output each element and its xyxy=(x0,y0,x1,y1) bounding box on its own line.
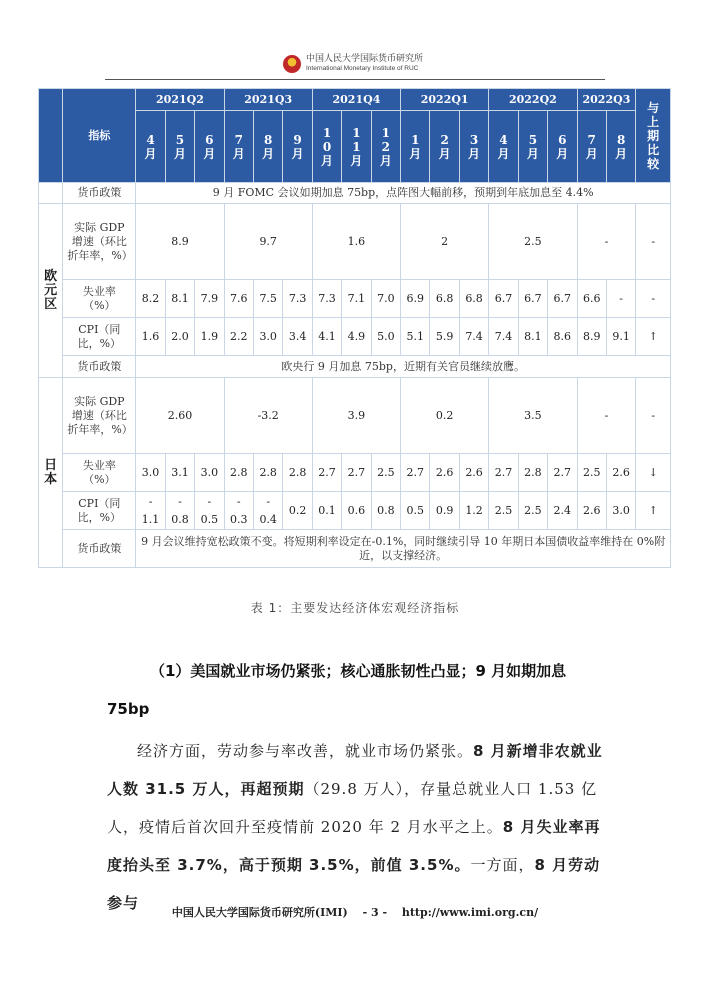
jp-unemp-value: 2.8 xyxy=(253,454,282,492)
eu-unemp-label: 失业率（%） xyxy=(63,280,136,318)
header-month xyxy=(312,111,341,183)
jp-cpi-value xyxy=(253,492,282,530)
region-euro-label: 欧元区 xyxy=(44,268,58,312)
header-quarter: 2022Q2 xyxy=(489,89,577,111)
jp-cpi-value: 2.6 xyxy=(577,492,606,530)
eu-unemp-value: 7.9 xyxy=(195,280,224,318)
jp-cpi-value: 0.9 xyxy=(430,492,459,530)
eu-unemp-value: 7.6 xyxy=(224,280,253,318)
eu-unemp-value: 6.7 xyxy=(489,280,518,318)
eu-cpi-value: 8.9 xyxy=(577,318,606,356)
body-sentence-1: 经济方面，劳动参与率改善，就业市场仍紧张。 xyxy=(137,742,474,760)
eu-gdp-value: 1.6 xyxy=(312,204,400,280)
jp-unemp-value: 2.7 xyxy=(312,454,341,492)
header-month-label: 2月 xyxy=(438,132,451,161)
header-month xyxy=(165,111,194,183)
jp-cpi-value: 0.6 xyxy=(342,492,371,530)
jp-policy-label: 货币政策 xyxy=(63,530,136,568)
eu-cpi-value: 3.4 xyxy=(283,318,312,356)
jp-gdp-value: 3.5 xyxy=(489,378,577,454)
header-month xyxy=(518,111,547,183)
jp-gdp-label: 实际 GDP 增速（环比折年率，%） xyxy=(63,378,136,454)
eu-unemp-value: 6.6 xyxy=(577,280,606,318)
header-month-label: 4月 xyxy=(497,132,510,161)
eu-cpi-value: 1.6 xyxy=(136,318,165,356)
jp-unemp-value: 2.7 xyxy=(401,454,430,492)
cpi-magnitude: 0.4 xyxy=(259,512,277,526)
eu-cpi-value: 9.1 xyxy=(606,318,635,356)
header-quarter: 2021Q3 xyxy=(224,89,312,111)
body-sentence-4: 8 月失业率再度抬头至 3.7%，高于预期 3.5%，前值 3.5%。 xyxy=(107,818,601,874)
header-quarter: 2021Q2 xyxy=(136,89,224,111)
header-month xyxy=(430,111,459,183)
header-month xyxy=(606,111,635,183)
jp-unemp-label: 失业率（%） xyxy=(63,454,136,492)
jp-unemp-compare: ↓ xyxy=(636,454,671,492)
header-month xyxy=(283,111,312,183)
header-month xyxy=(459,111,488,183)
eu-unemp-value: 6.9 xyxy=(401,280,430,318)
header-quarter: 2022Q1 xyxy=(401,89,489,111)
jp-cpi-value: 2.5 xyxy=(489,492,518,530)
eu-unemp-value: 7.3 xyxy=(283,280,312,318)
jp-gdp-value: - xyxy=(577,378,636,454)
us-policy-label: 货币政策 xyxy=(63,183,136,204)
jp-gdp-value: 2.60 xyxy=(136,378,224,454)
header-month-label: 12月 xyxy=(379,125,392,168)
header-month-label: 7月 xyxy=(585,132,598,161)
jp-gdp-value: -3.2 xyxy=(224,378,312,454)
header-month-label: 8月 xyxy=(262,132,275,161)
eu-cpi-value: 4.9 xyxy=(342,318,371,356)
jp-gdp-value: 0.2 xyxy=(401,378,489,454)
eu-cpi-value: 7.4 xyxy=(489,318,518,356)
jp-gdp-value: 3.9 xyxy=(312,378,400,454)
header-month xyxy=(136,111,165,183)
body-sentence-6: 8 月劳动参与 xyxy=(107,856,601,912)
minus-sign: - xyxy=(236,494,241,508)
region-japan xyxy=(39,378,63,568)
logo-name-cn: 中国人民大学国际货币研究所 xyxy=(306,54,424,64)
eu-gdp-value: 2 xyxy=(401,204,489,280)
jp-cpi-value: 0.5 xyxy=(401,492,430,530)
header-month-label: 6月 xyxy=(203,132,216,161)
body-paragraph xyxy=(107,732,607,922)
institute-logo xyxy=(283,54,423,74)
eu-unemp-value: 6.7 xyxy=(548,280,577,318)
header-compare xyxy=(636,89,671,183)
jp-cpi-value: 2.5 xyxy=(518,492,547,530)
cpi-magnitude: 0.5 xyxy=(200,512,219,526)
jp-cpi-compare: ↑ xyxy=(636,492,671,530)
us-policy-text: 9 月 FOMC 会议如期加息 75bp，点阵图大幅前移，预期到年底加息至 4.4% xyxy=(136,183,671,204)
eu-gdp-compare: - xyxy=(636,204,671,280)
jp-cpi-value: 0.2 xyxy=(283,492,312,530)
eu-unemp-value: 7.3 xyxy=(312,280,341,318)
eu-unemp-value: 6.8 xyxy=(430,280,459,318)
header-month-label: 7月 xyxy=(232,132,245,161)
eu-gdp-label: 实际 GDP 增速（环比折年率，%） xyxy=(63,204,136,280)
eu-cpi-compare: ↑ xyxy=(636,318,671,356)
eu-cpi-value: 1.9 xyxy=(195,318,224,356)
eu-cpi-value: 8.1 xyxy=(518,318,547,356)
header-month-label: 8月 xyxy=(615,132,628,161)
jp-cpi-value: 2.4 xyxy=(548,492,577,530)
header-month-label: 6月 xyxy=(556,132,569,161)
jp-policy-text: 9 月会议维持宽松政策不变。将短期利率设定在-0.1%，同时继续引导 10 年期日本国债收益率维持在 0%附近，以支撑经济。 xyxy=(136,530,671,568)
eu-cpi-value: 5.9 xyxy=(430,318,459,356)
jp-unemp-value: 2.8 xyxy=(283,454,312,492)
section-heading-line2: 75bp xyxy=(107,700,150,718)
eu-unemp-value: 7.5 xyxy=(253,280,282,318)
minus-sign: - xyxy=(148,494,153,508)
jp-unemp-value: 2.8 xyxy=(224,454,253,492)
cpi-magnitude: 0.3 xyxy=(230,512,248,526)
header-quarter: 2021Q4 xyxy=(312,89,400,111)
header-month xyxy=(371,111,400,183)
header-month-label: 1月 xyxy=(409,132,422,161)
header-month-label: 11月 xyxy=(350,125,363,168)
eu-cpi-value: 3.0 xyxy=(253,318,282,356)
jp-gdp-compare: - xyxy=(636,378,671,454)
jp-cpi-value xyxy=(136,492,165,530)
jp-unemp-value: 3.0 xyxy=(136,454,165,492)
jp-unemp-value: 2.7 xyxy=(489,454,518,492)
jp-unemp-value: 2.6 xyxy=(459,454,488,492)
eu-gdp-value: 8.9 xyxy=(136,204,224,280)
header-month-label: 10月 xyxy=(321,125,334,168)
minus-sign: - xyxy=(207,494,212,508)
header-month xyxy=(548,111,577,183)
jp-unemp-value: 2.7 xyxy=(342,454,371,492)
eu-policy-label: 货币政策 xyxy=(63,356,136,378)
cpi-magnitude: 1.1 xyxy=(141,512,160,526)
jp-unemp-value: 2.6 xyxy=(606,454,635,492)
eu-unemp-value: 7.0 xyxy=(371,280,400,318)
region-euro xyxy=(39,204,63,378)
body-sentence-2: 8 月新增非农就业人数 31.5 万人，再超预期 xyxy=(107,742,603,798)
header-quarter: 2022Q3 xyxy=(577,89,636,111)
eu-unemp-compare: - xyxy=(636,280,671,318)
header-month-label: 5月 xyxy=(173,132,186,161)
jp-unemp-value: 2.8 xyxy=(518,454,547,492)
jp-cpi-value xyxy=(195,492,224,530)
header-month-label: 3月 xyxy=(468,132,481,161)
eu-cpi-value: 5.1 xyxy=(401,318,430,356)
eu-unemp-value: - xyxy=(606,280,635,318)
header-month xyxy=(195,111,224,183)
logo-name-en: International Monetary Institute of RUC xyxy=(306,65,419,72)
jp-cpi-value xyxy=(224,492,253,530)
header-month xyxy=(224,111,253,183)
jp-unemp-value: 3.0 xyxy=(195,454,224,492)
header-rule xyxy=(105,79,605,80)
eu-cpi-label: CPI（同比，%） xyxy=(63,318,136,356)
jp-cpi-value: 3.0 xyxy=(606,492,635,530)
region-japan-label: 日本 xyxy=(44,457,58,487)
header-month-label: 9月 xyxy=(291,132,304,161)
header-month xyxy=(253,111,282,183)
eu-gdp-value: 2.5 xyxy=(489,204,577,280)
header-month-label: 4月 xyxy=(144,132,157,161)
jp-cpi-value: 0.1 xyxy=(312,492,341,530)
eu-cpi-value: 8.6 xyxy=(548,318,577,356)
header-month xyxy=(342,111,371,183)
body-sentence-5: 一方面， xyxy=(470,856,535,874)
eu-unemp-value: 6.8 xyxy=(459,280,488,318)
header-indicator: 指标 xyxy=(63,89,136,183)
jp-unemp-value: 2.5 xyxy=(371,454,400,492)
header-compare-label: 与上期比较 xyxy=(647,100,660,171)
header-month xyxy=(401,111,430,183)
eu-cpi-value: 7.4 xyxy=(459,318,488,356)
macro-indicators-table xyxy=(38,88,671,568)
header-month xyxy=(489,111,518,183)
logo-emblem-icon xyxy=(283,55,301,73)
eu-cpi-value: 2.0 xyxy=(165,318,194,356)
eu-cpi-value: 4.1 xyxy=(312,318,341,356)
eu-cpi-value: 5.0 xyxy=(371,318,400,356)
minus-sign: - xyxy=(266,494,271,508)
header-blank xyxy=(39,89,63,183)
page-footer: 中国人民大学国际货币研究所(IMI) - 3 - http://www.imi.org.cn/ xyxy=(171,906,539,919)
jp-cpi-label: CPI（同比，%） xyxy=(63,492,136,530)
jp-cpi-value xyxy=(165,492,194,530)
section-heading xyxy=(107,652,630,728)
eu-gdp-value: 9.7 xyxy=(224,204,312,280)
jp-cpi-value: 0.8 xyxy=(371,492,400,530)
eu-unemp-value: 8.2 xyxy=(136,280,165,318)
cpi-magnitude: 0.8 xyxy=(171,512,189,526)
eu-unemp-value: 8.1 xyxy=(165,280,194,318)
header-month-label: 5月 xyxy=(526,132,539,161)
section-heading-line1: （1）美国就业市场仍紧张；核心通胀韧性凸显；9 月如期加息 xyxy=(150,662,567,680)
jp-unemp-value: 3.1 xyxy=(165,454,194,492)
jp-cpi-value: 1.2 xyxy=(459,492,488,530)
minus-sign: - xyxy=(178,494,182,508)
body-sentence-3: （29.8 万人），存量总就业人口 1.53 亿人，疫情后首次回升至疫情前 2020 年 2 月水平之上。 xyxy=(107,780,598,836)
eu-cpi-value: 2.2 xyxy=(224,318,253,356)
jp-unemp-value: 2.5 xyxy=(577,454,606,492)
eu-gdp-value: - xyxy=(577,204,636,280)
jp-unemp-value: 2.7 xyxy=(548,454,577,492)
eu-unemp-value: 7.1 xyxy=(342,280,371,318)
jp-unemp-value: 2.6 xyxy=(430,454,459,492)
eu-policy-text: 欧央行 9 月加息 75bp，近期有关官员继续放鹰。 xyxy=(136,356,671,378)
table-caption: 表 1：主要发达经济体宏观经济指标 xyxy=(250,601,460,615)
us-region-blank xyxy=(39,183,63,204)
eu-unemp-value: 6.7 xyxy=(518,280,547,318)
header-month xyxy=(577,111,606,183)
